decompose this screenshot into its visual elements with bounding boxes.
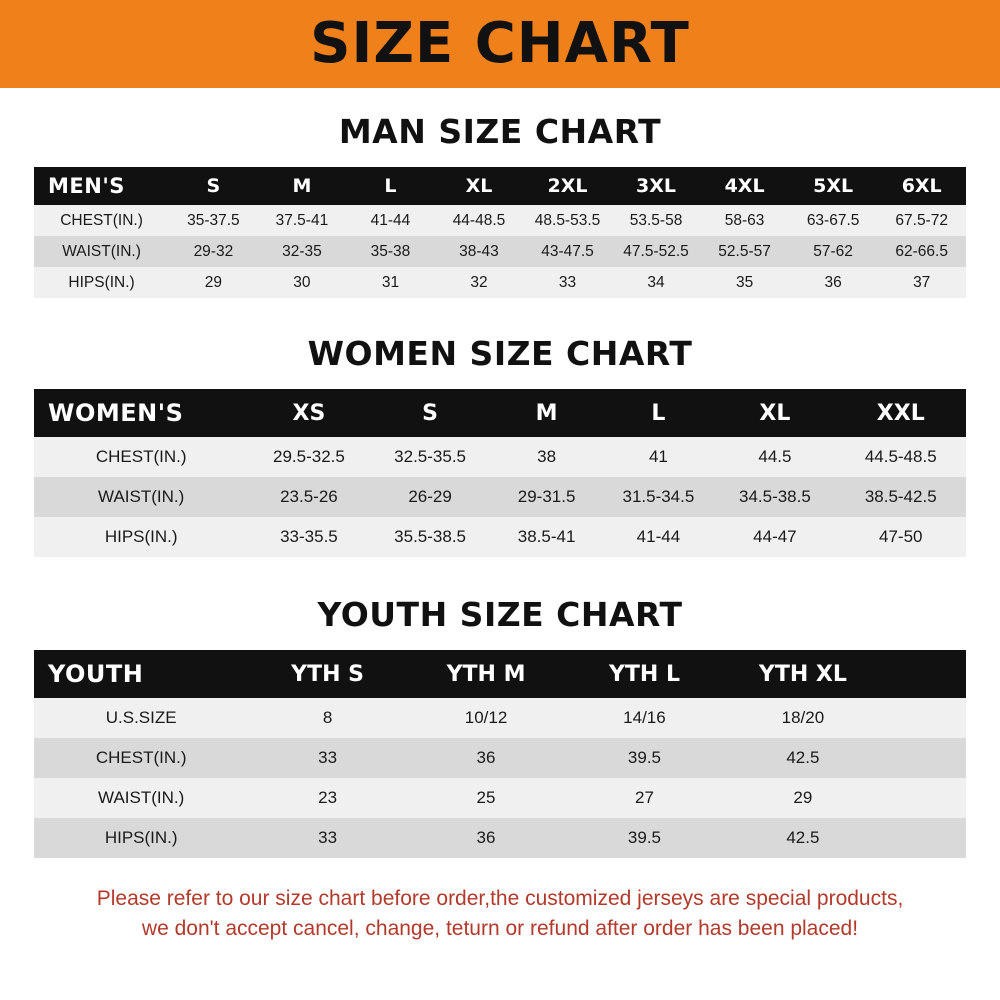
youth-cell: 42.5	[724, 818, 882, 858]
women-cell: 41-44	[603, 517, 715, 557]
women-cell: 38.5-42.5	[835, 477, 966, 517]
man-cell: 36	[789, 267, 878, 298]
women-cell: 38.5-41	[491, 517, 603, 557]
man-cell: 34	[612, 267, 701, 298]
man-header-cell: 5XL	[789, 167, 878, 205]
women-row-label: CHEST(IN.)	[34, 437, 248, 477]
youth-cell: 10/12	[407, 698, 565, 738]
man-cell: 37	[877, 267, 966, 298]
man-cell: 53.5-58	[612, 205, 701, 236]
youth-header-cell: YTH XL	[724, 650, 882, 698]
header-banner	[0, 0, 1000, 88]
note-line-2: we don't accept cancel, change, teturn or refund after order has been placed!	[141, 917, 859, 941]
women-cell: 41	[603, 437, 715, 477]
women-header-cell: XXL	[835, 389, 966, 437]
women-table-row	[34, 477, 966, 517]
women-header-row	[34, 389, 966, 437]
man-cell: 31	[346, 267, 435, 298]
women-cell: 44.5-48.5	[835, 437, 966, 477]
man-cell: 30	[258, 267, 347, 298]
man-header-cell: 4XL	[700, 167, 789, 205]
youth-table-row	[34, 818, 966, 858]
women-header-cell: XL	[714, 389, 835, 437]
youth-table-wrapper	[34, 650, 966, 858]
youth-cell	[882, 818, 966, 858]
women-cell: 32.5-35.5	[370, 437, 491, 477]
youth-row-label: HIPS(IN.)	[34, 818, 248, 858]
man-cell: 44-48.5	[435, 205, 524, 236]
man-cell: 29-32	[169, 236, 258, 267]
youth-header-row	[34, 650, 966, 698]
women-row-label: WAIST(IN.)	[34, 477, 248, 517]
man-cell: 35-37.5	[169, 205, 258, 236]
man-header-cell: 6XL	[877, 167, 966, 205]
man-cell: 37.5-41	[258, 205, 347, 236]
women-header-cell: L	[603, 389, 715, 437]
man-cell: 67.5-72	[877, 205, 966, 236]
man-header-cell: L	[346, 167, 435, 205]
youth-header-cell	[882, 650, 966, 698]
youth-cell: 29	[724, 778, 882, 818]
order-policy-note	[24, 884, 976, 945]
women-cell: 29-31.5	[491, 477, 603, 517]
man-table-wrapper	[34, 167, 966, 298]
man-cell: 57-62	[789, 236, 878, 267]
youth-row-label: CHEST(IN.)	[34, 738, 248, 778]
youth-cell: 42.5	[724, 738, 882, 778]
man-cell: 32-35	[258, 236, 347, 267]
youth-cell: 25	[407, 778, 565, 818]
women-cell: 44.5	[714, 437, 835, 477]
page-title: SIZE CHART	[310, 11, 690, 76]
man-size-table	[34, 167, 966, 298]
women-cell: 35.5-38.5	[370, 517, 491, 557]
man-cell: 35	[700, 267, 789, 298]
women-cell: 47-50	[835, 517, 966, 557]
youth-section-title: YOUTH SIZE CHART	[317, 595, 683, 634]
man-header-row	[34, 167, 966, 205]
man-row-label: HIPS(IN.)	[34, 267, 169, 298]
women-cell: 26-29	[370, 477, 491, 517]
man-cell: 43-47.5	[523, 236, 612, 267]
man-row-label: CHEST(IN.)	[34, 205, 169, 236]
man-cell: 29	[169, 267, 258, 298]
man-cell: 35-38	[346, 236, 435, 267]
women-cell: 44-47	[714, 517, 835, 557]
youth-header-cell: YTH S	[248, 650, 406, 698]
youth-header-cell: YTH M	[407, 650, 565, 698]
man-cell: 33	[523, 267, 612, 298]
man-header-cell: S	[169, 167, 258, 205]
man-cell: 47.5-52.5	[612, 236, 701, 267]
youth-table-row	[34, 738, 966, 778]
women-table-row	[34, 437, 966, 477]
man-row-label: WAIST(IN.)	[34, 236, 169, 267]
man-header-cell: 3XL	[612, 167, 701, 205]
women-cell: 31.5-34.5	[603, 477, 715, 517]
women-cell: 29.5-32.5	[248, 437, 369, 477]
women-table-row	[34, 517, 966, 557]
man-cell: 41-44	[346, 205, 435, 236]
youth-cell: 36	[407, 738, 565, 778]
youth-row-label: WAIST(IN.)	[34, 778, 248, 818]
man-cell: 63-67.5	[789, 205, 878, 236]
youth-cell	[882, 738, 966, 778]
women-section-title: WOMEN SIZE CHART	[307, 334, 693, 373]
man-table-row	[34, 236, 966, 267]
youth-cell: 18/20	[724, 698, 882, 738]
man-cell: 52.5-57	[700, 236, 789, 267]
youth-cell: 39.5	[565, 738, 723, 778]
youth-cell: 27	[565, 778, 723, 818]
youth-cell: 39.5	[565, 818, 723, 858]
women-cell: 23.5-26	[248, 477, 369, 517]
youth-header-cell: YOUTH	[34, 650, 248, 698]
man-table-row	[34, 205, 966, 236]
man-cell: 58-63	[700, 205, 789, 236]
man-cell: 32	[435, 267, 524, 298]
women-size-table	[34, 389, 966, 557]
women-header-cell: WOMEN'S	[34, 389, 248, 437]
women-cell: 33-35.5	[248, 517, 369, 557]
man-header-cell: 2XL	[523, 167, 612, 205]
man-header-cell: XL	[435, 167, 524, 205]
note-line-1: Please refer to our size chart before order,the customized jerseys are special products,	[96, 887, 904, 910]
man-cell: 48.5-53.5	[523, 205, 612, 236]
youth-size-table	[34, 650, 966, 858]
women-cell: 34.5-38.5	[714, 477, 835, 517]
youth-cell: 33	[248, 818, 406, 858]
youth-cell: 36	[407, 818, 565, 858]
youth-cell: 8	[248, 698, 406, 738]
women-table-wrapper	[34, 389, 966, 557]
man-section-title: MAN SIZE CHART	[338, 112, 662, 151]
man-header-cell: MEN'S	[34, 167, 169, 205]
women-row-label: HIPS(IN.)	[34, 517, 248, 557]
man-table-row	[34, 267, 966, 298]
youth-row-label: U.S.SIZE	[34, 698, 248, 738]
man-header-cell: M	[258, 167, 347, 205]
youth-table-row	[34, 778, 966, 818]
youth-cell	[882, 698, 966, 738]
women-cell: 38	[491, 437, 603, 477]
women-header-cell: M	[491, 389, 603, 437]
women-header-cell: XS	[248, 389, 369, 437]
youth-cell: 33	[248, 738, 406, 778]
man-cell: 38-43	[435, 236, 524, 267]
youth-cell	[882, 778, 966, 818]
youth-header-cell: YTH L	[565, 650, 723, 698]
women-header-cell: S	[370, 389, 491, 437]
youth-table-row	[34, 698, 966, 738]
youth-cell: 14/16	[565, 698, 723, 738]
man-cell: 62-66.5	[877, 236, 966, 267]
youth-cell: 23	[248, 778, 406, 818]
